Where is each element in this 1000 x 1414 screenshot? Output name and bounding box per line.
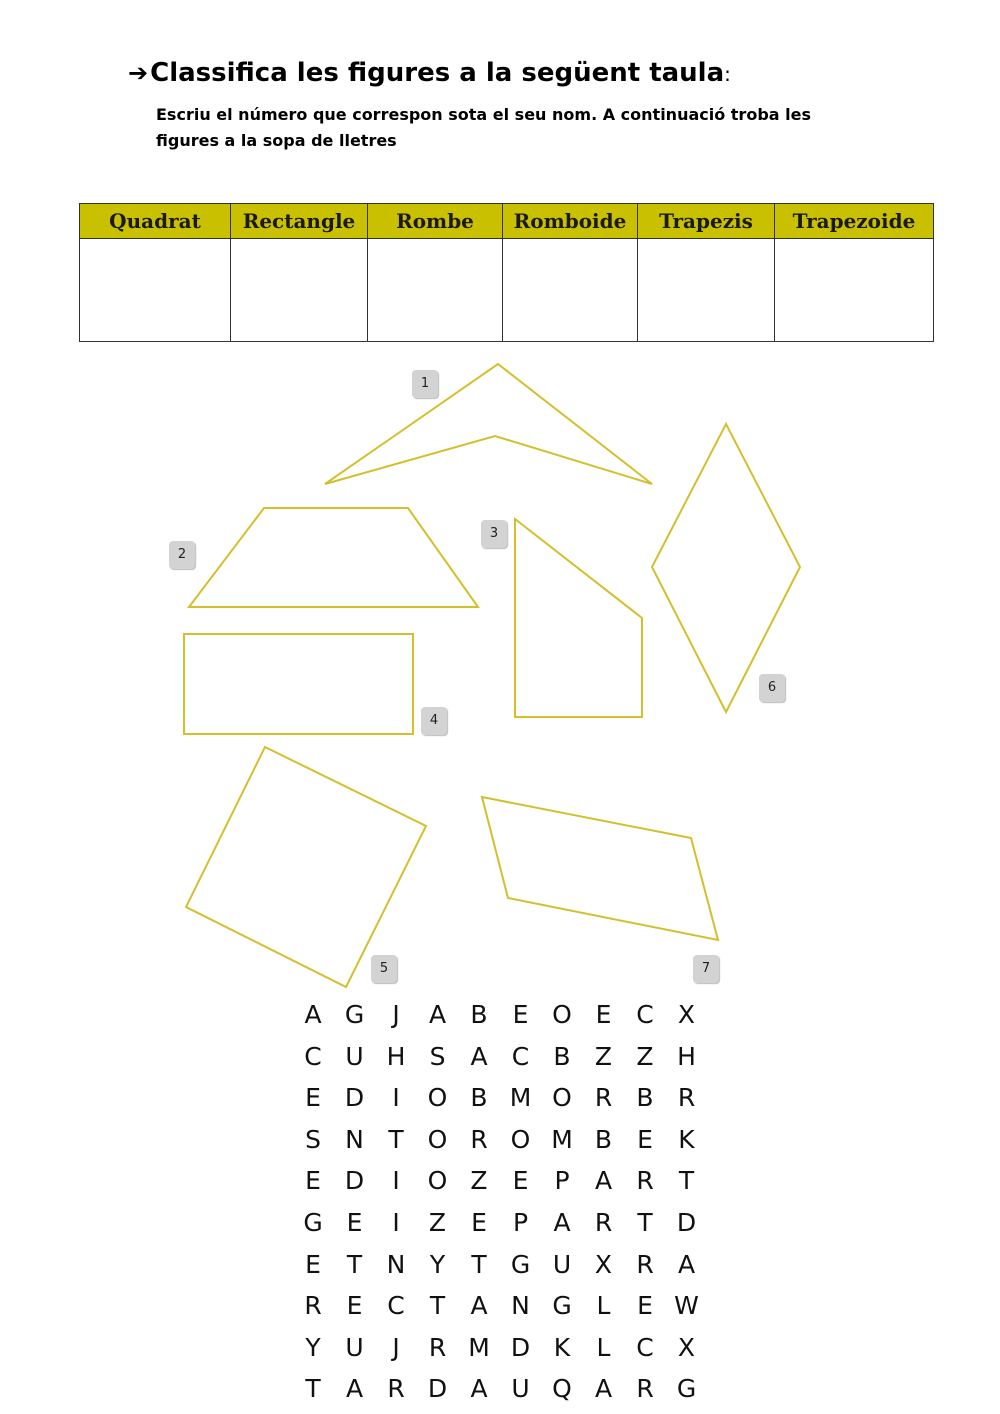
figure-6-rhombus (652, 424, 800, 712)
title-text: Classifica les figures a la següent taula (150, 58, 725, 88)
figure-7-rhomboid (482, 797, 718, 940)
header-trapezoide: Trapezoide (775, 204, 934, 239)
word-search-letter[interactable]: T (388, 1124, 404, 1154)
word-search-letter[interactable]: A (553, 1208, 571, 1237)
word-search-letter[interactable]: Z (594, 1041, 613, 1071)
word-search-letter[interactable]: E (512, 1000, 529, 1029)
word-search-letter[interactable]: Z (636, 1041, 654, 1071)
header-romboide: Romboide (503, 204, 638, 239)
word-search-letter[interactable]: U (345, 1041, 364, 1071)
word-search-letter[interactable]: L (596, 1332, 611, 1362)
word-search-letter[interactable]: N (386, 1249, 406, 1279)
word-search-letter[interactable]: A (594, 1166, 613, 1196)
figure-number-badge: 4 (421, 707, 447, 735)
word-search-letter[interactable]: I (392, 1208, 400, 1237)
word-search-letter[interactable]: D (344, 1083, 365, 1113)
word-search-letter[interactable]: B (636, 1083, 654, 1113)
figure-1-trapezoid (325, 364, 652, 484)
word-search-letter[interactable]: C (636, 1332, 654, 1362)
word-search-letter[interactable]: C (511, 1041, 530, 1071)
word-search-letter[interactable]: K (553, 1332, 571, 1362)
word-search-letter[interactable]: B (470, 1083, 488, 1113)
word-search-letter[interactable]: D (344, 1166, 365, 1196)
figure-number-badge: 6 (759, 674, 785, 702)
word-search-letter[interactable]: S (305, 1124, 321, 1154)
word-search-letter[interactable]: X (594, 1249, 613, 1279)
word-search-letter[interactable]: T (471, 1249, 487, 1279)
word-search-letter[interactable]: C (636, 1000, 654, 1029)
word-search-letter[interactable]: W (674, 1291, 699, 1321)
word-search-letter[interactable]: P (554, 1166, 570, 1196)
word-search-letter[interactable]: D (427, 1374, 448, 1404)
word-search-letter[interactable]: L (596, 1291, 611, 1321)
word-search-letter[interactable]: N (345, 1124, 364, 1154)
word-search-letter[interactable]: U (345, 1332, 364, 1362)
word-search-letter[interactable]: Y (429, 1249, 446, 1279)
word-search-letter[interactable]: X (677, 1332, 696, 1362)
word-search-letter[interactable]: E (305, 1083, 321, 1113)
word-search-letter[interactable]: I (392, 1083, 400, 1113)
word-search-letter[interactable]: E (637, 1291, 653, 1321)
figure-number-badge: 1 (412, 370, 438, 398)
figure-2-trapezium (189, 508, 478, 607)
word-search-letter[interactable]: G (552, 1291, 572, 1321)
word-search-letter[interactable]: K (678, 1124, 695, 1154)
word-search-letter[interactable]: E (637, 1124, 653, 1154)
word-search-letter[interactable]: B (553, 1041, 571, 1071)
figure-3-right-trapezium (515, 519, 642, 717)
word-search-letter[interactable]: T (678, 1166, 695, 1196)
word-search-letter[interactable]: Y (305, 1332, 321, 1362)
word-search-letter[interactable]: Z (428, 1208, 447, 1237)
word-search-letter[interactable]: O (427, 1083, 448, 1113)
word-search-letter[interactable]: G (303, 1208, 323, 1237)
word-search-letter[interactable]: E (595, 1000, 612, 1029)
word-search-letter[interactable]: U (511, 1374, 530, 1404)
word-search-letter[interactable]: R (470, 1124, 488, 1154)
word-search-letter[interactable]: A (677, 1249, 696, 1279)
word-search-letter[interactable]: G (510, 1249, 531, 1279)
word-search-letter[interactable]: O (510, 1124, 531, 1154)
word-search-letter[interactable]: E (305, 1249, 321, 1279)
word-search-letter[interactable]: R (677, 1083, 696, 1113)
word-search-letter[interactable]: A (345, 1374, 364, 1404)
word-search-letter[interactable]: T (429, 1291, 446, 1321)
instructions: Escriu el número que correspon sota el seu nom. A continuació troba les figures a la sopa de lletres (156, 105, 811, 150)
word-search-letter[interactable]: D (510, 1332, 531, 1362)
word-search-letter[interactable]: R (594, 1083, 613, 1113)
word-search-letter[interactable]: H (677, 1041, 696, 1071)
word-search-letter[interactable]: R (304, 1291, 322, 1321)
figure-4-rectangle (184, 634, 413, 734)
word-search-letter[interactable]: R (636, 1374, 654, 1404)
word-search-letter[interactable]: Q (552, 1374, 572, 1404)
title-colon: : (724, 62, 731, 86)
word-search-letter[interactable]: A (470, 1291, 488, 1321)
word-search-letter[interactable]: J (392, 1332, 400, 1362)
word-search-letter[interactable]: A (428, 1000, 447, 1029)
word-search-letter[interactable]: A (470, 1041, 488, 1071)
word-search-letter[interactable]: A (594, 1374, 613, 1404)
word-search-letter[interactable]: T (637, 1208, 653, 1237)
figure-number-badge: 7 (693, 955, 719, 983)
word-search-letter[interactable]: T (346, 1249, 363, 1279)
word-search-letter[interactable]: C (387, 1291, 405, 1321)
word-search-letter[interactable]: P (512, 1208, 529, 1237)
word-search-letter[interactable]: I (392, 1166, 400, 1196)
word-search-letter[interactable]: O (552, 1083, 572, 1113)
arrow-icon: ➔ (128, 59, 149, 87)
word-search-letter[interactable]: A (304, 1000, 322, 1029)
word-search-letter[interactable]: G (676, 1374, 697, 1404)
word-search-letter[interactable]: E (471, 1208, 487, 1237)
word-search-letter[interactable]: M (551, 1124, 573, 1154)
word-search-letter[interactable]: E (346, 1208, 363, 1237)
word-search-letter[interactable]: H (386, 1041, 406, 1071)
header-trapezis: Trapezis (638, 204, 775, 239)
figure-5-square (186, 747, 426, 987)
word-search-letter[interactable]: S (429, 1041, 446, 1071)
word-search-letter[interactable]: B (594, 1124, 613, 1154)
word-search-letter[interactable]: E (346, 1291, 363, 1321)
word-search-letter[interactable]: O (427, 1166, 448, 1196)
word-search-letter[interactable]: R (636, 1166, 654, 1196)
word-search-letter[interactable]: T (305, 1374, 321, 1404)
word-search-letter[interactable]: A (470, 1374, 488, 1404)
word-search-letter[interactable]: O (427, 1124, 448, 1154)
word-search-letter[interactable]: R (428, 1332, 447, 1362)
header-quadrat: Quadrat (80, 204, 231, 239)
word-search-letter[interactable]: D (676, 1208, 697, 1237)
header-rectangle: Rectangle (231, 204, 368, 239)
word-search-letter[interactable]: R (594, 1208, 613, 1237)
word-search-letter[interactable]: B (470, 1000, 488, 1029)
word-search-letter[interactable]: X (677, 1000, 696, 1029)
word-search-letter[interactable]: G (344, 1000, 365, 1029)
word-search-letter[interactable]: C (304, 1041, 322, 1071)
word-search-letter[interactable]: Z (470, 1166, 488, 1196)
word-search-letter[interactable]: R (636, 1249, 654, 1279)
word-search-letter[interactable]: M (509, 1083, 532, 1113)
word-search-letter[interactable]: M (468, 1332, 490, 1362)
word-search-letter[interactable]: E (305, 1166, 321, 1196)
header-rombe: Rombe (368, 204, 503, 239)
word-search-letter[interactable]: U (552, 1249, 572, 1279)
figure-number-badge: 2 (169, 541, 195, 569)
word-search-letter[interactable]: J (392, 1000, 400, 1029)
figure-number-badge: 3 (481, 520, 507, 548)
word-search-letter[interactable]: O (552, 1000, 572, 1029)
word-search-letter[interactable]: N (511, 1291, 530, 1321)
figure-number-badge: 5 (371, 955, 397, 983)
word-search-letter[interactable]: E (512, 1166, 529, 1196)
word-search-letter[interactable]: R (387, 1374, 405, 1404)
